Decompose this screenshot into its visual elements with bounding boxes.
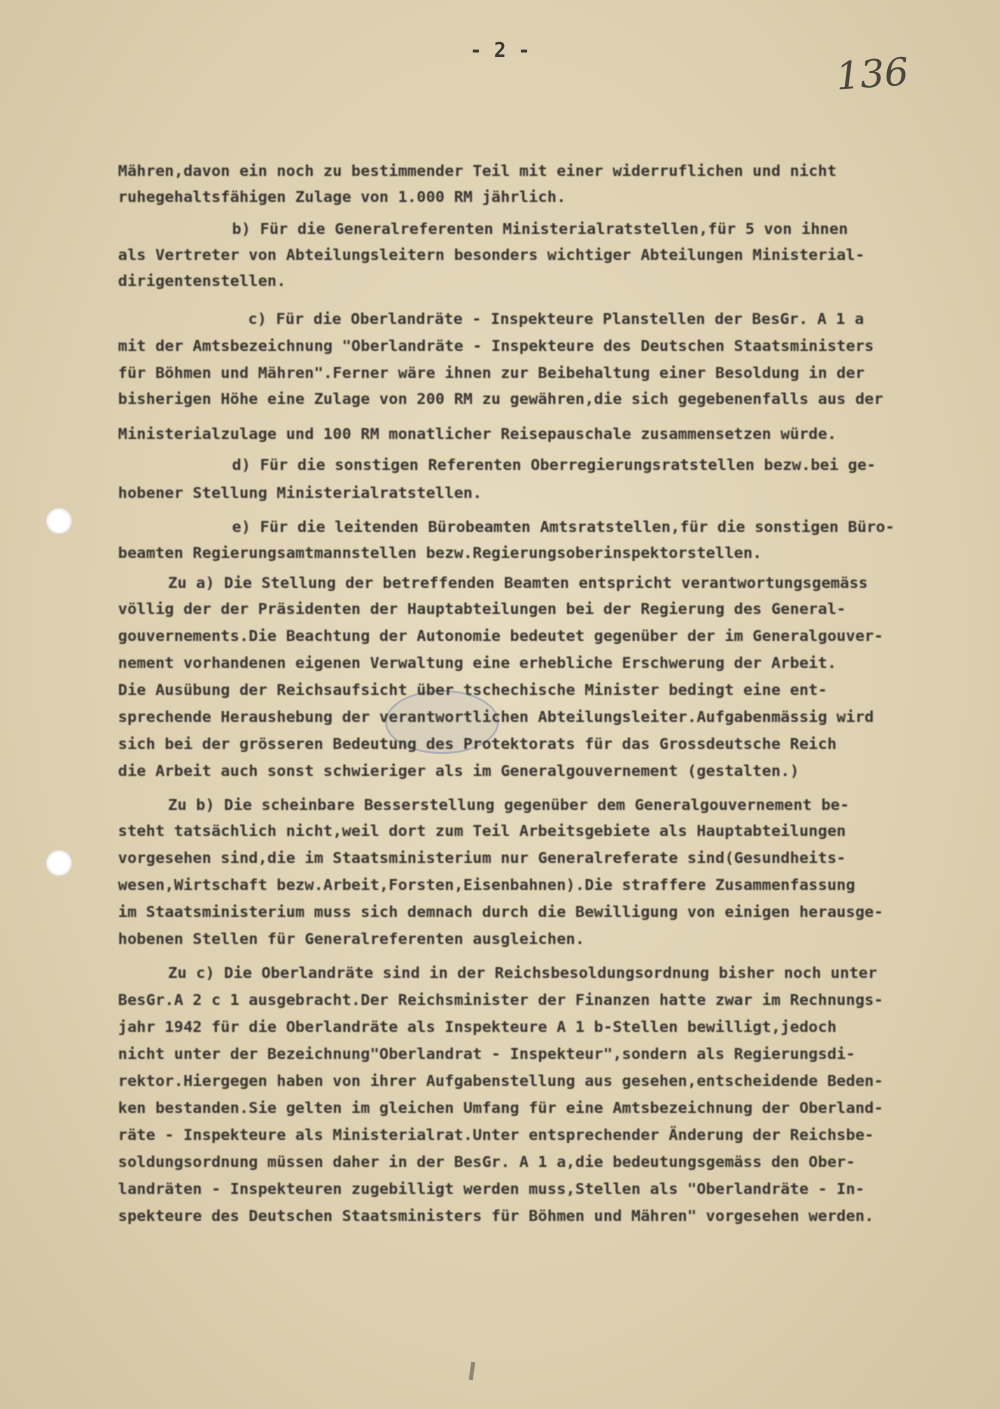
- text-line: für Böhmen und Mähren".Ferner wäre ihnen zur Beibehaltung einer Besoldung in der: [118, 364, 865, 382]
- text-line: c) Für die Oberlandräte - Inspekteure Planstellen der BesGr. A 1 a: [248, 310, 864, 328]
- text-line: ken bestanden.Sie gelten im gleichen Umfang für eine Amtsbezeichnung der Oberland-: [118, 1099, 884, 1117]
- text-line: gouvernements.Die Beachtung der Autonomie bedeutet gegenüber der im Generalgouver-: [118, 627, 884, 645]
- text-line: jahr 1942 für die Oberlandräte als Inspekteure A 1 b-Stellen bewilligt,jedoch: [118, 1018, 837, 1036]
- text-line: nement vorhandenen eigenen Verwaltung eine erhebliche Erschwerung der Arbeit.: [118, 654, 837, 672]
- text-line: völlig der der Präsidenten der Hauptabteilungen bei der Regierung des General-: [118, 600, 846, 618]
- text-line: vorgesehen sind,die im Staatsministerium nur Generalreferate sind(Gesundheits-: [118, 849, 846, 867]
- folio-number-handwritten: 136: [834, 49, 910, 99]
- text-line: landräten - Inspekteuren zugebilligt werden muss,Stellen als "Oberlandräte - In-: [118, 1180, 865, 1198]
- text-line: mit der Amtsbezeichnung "Oberlandräte - Inspekteure des Deutschen Staatsministers: [118, 337, 874, 355]
- text-line: Zu c) Die Oberlandräte sind in der Reichsbesoldungsordnung bisher noch unter: [168, 964, 878, 982]
- text-line: die Arbeit auch sonst schwieriger als im Generalgouvernement (gestalten.): [118, 762, 800, 780]
- text-line: Zu a) Die Stellung der betreffenden Beamten entspricht verantwortungsgemäss: [168, 574, 868, 592]
- text-line: ruhegehaltsfähigen Zulage von 1.000 RM jährlich.: [118, 188, 566, 206]
- page-number: - 2 -: [469, 38, 531, 62]
- text-line: Zu b) Die scheinbare Besserstellung gegenüber dem Generalgouvernement be-: [168, 796, 850, 814]
- text-line: sich bei der grösseren Bedeutung des Protektorats für das Grossdeutsche Reich: [118, 735, 837, 753]
- text-line: soldungsordnung müssen daher in der BesGr. A 1 a,die bedeutungsgemäss den Ober-: [118, 1153, 856, 1171]
- text-line: als Vertreter von Abteilungsleitern besonders wichtiger Abteilungen Ministerial-: [118, 246, 865, 264]
- text-line: nicht unter der Bezeichnung"Oberlandrat - Inspekteur",sondern als Regierungsdi-: [118, 1045, 856, 1063]
- text-line: Die Ausübung der Reichsaufsicht über tschechische Minister bedingt eine ent-: [118, 681, 828, 699]
- text-line: sprechende Heraushebung der verantwortlichen Abteilungsleiter.Aufgabenmässig wird: [118, 708, 874, 726]
- text-line: dirigentenstellen.: [118, 272, 286, 290]
- text-line: e) Für die leitenden Bürobeamten Amtsratstellen,für die sonstigen Büro-: [232, 518, 895, 536]
- text-line: bisherigen Höhe eine Zulage von 200 RM zu gewähren,die sich gegebenenfalls aus der: [118, 390, 884, 408]
- text-line: beamten Regierungsamtmannstellen bezw.Regierungsoberinspektorstellen.: [118, 544, 762, 562]
- text-line: rektor.Hiergegen haben von ihrer Aufgabenstellung aus gesehen,entscheidende Beden-: [118, 1072, 884, 1090]
- text-line: d) Für die sonstigen Referenten Oberregierungsratstellen bezw.bei ge-: [232, 456, 876, 474]
- text-line: im Staatsministerium muss sich demnach durch die Bewilligung von einigen herausge-: [118, 903, 884, 921]
- text-line: BesGr.A 2 c 1 ausgebracht.Der Reichsminister der Finanzen hatte zwar im Rechnungs-: [118, 991, 884, 1009]
- text-line: b) Für die Generalreferenten Ministerialratstellen,für 5 von ihnen: [232, 220, 848, 238]
- text-line: räte - Inspekteure als Ministerialrat.Unter entsprechender Änderung der Reichsbe-: [118, 1126, 874, 1144]
- text-line: wesen,Wirtschaft bezw.Arbeit,Forsten,Eisenbahnen).Die straffere Zusammenfassung: [118, 876, 856, 894]
- text-line: hobener Stellung Ministerialratstellen.: [118, 484, 482, 502]
- text-line: steht tatsächlich nicht,weil dort zum Teil Arbeitsgebiete als Hauptabteilungen: [118, 822, 846, 840]
- text-line: Mähren,davon ein noch zu bestimmender Teil mit einer widerruflichen und nicht: [118, 162, 837, 180]
- text-line: spekteure des Deutschen Staatsministers für Böhmen und Mähren" vorgesehen werden.: [118, 1207, 874, 1225]
- text-line: hobenen Stellen für Generalreferenten ausgleichen.: [118, 930, 585, 948]
- text-line: Ministerialzulage und 100 RM monatlicher Reisepauschale zusammensetzen würde.: [118, 425, 837, 443]
